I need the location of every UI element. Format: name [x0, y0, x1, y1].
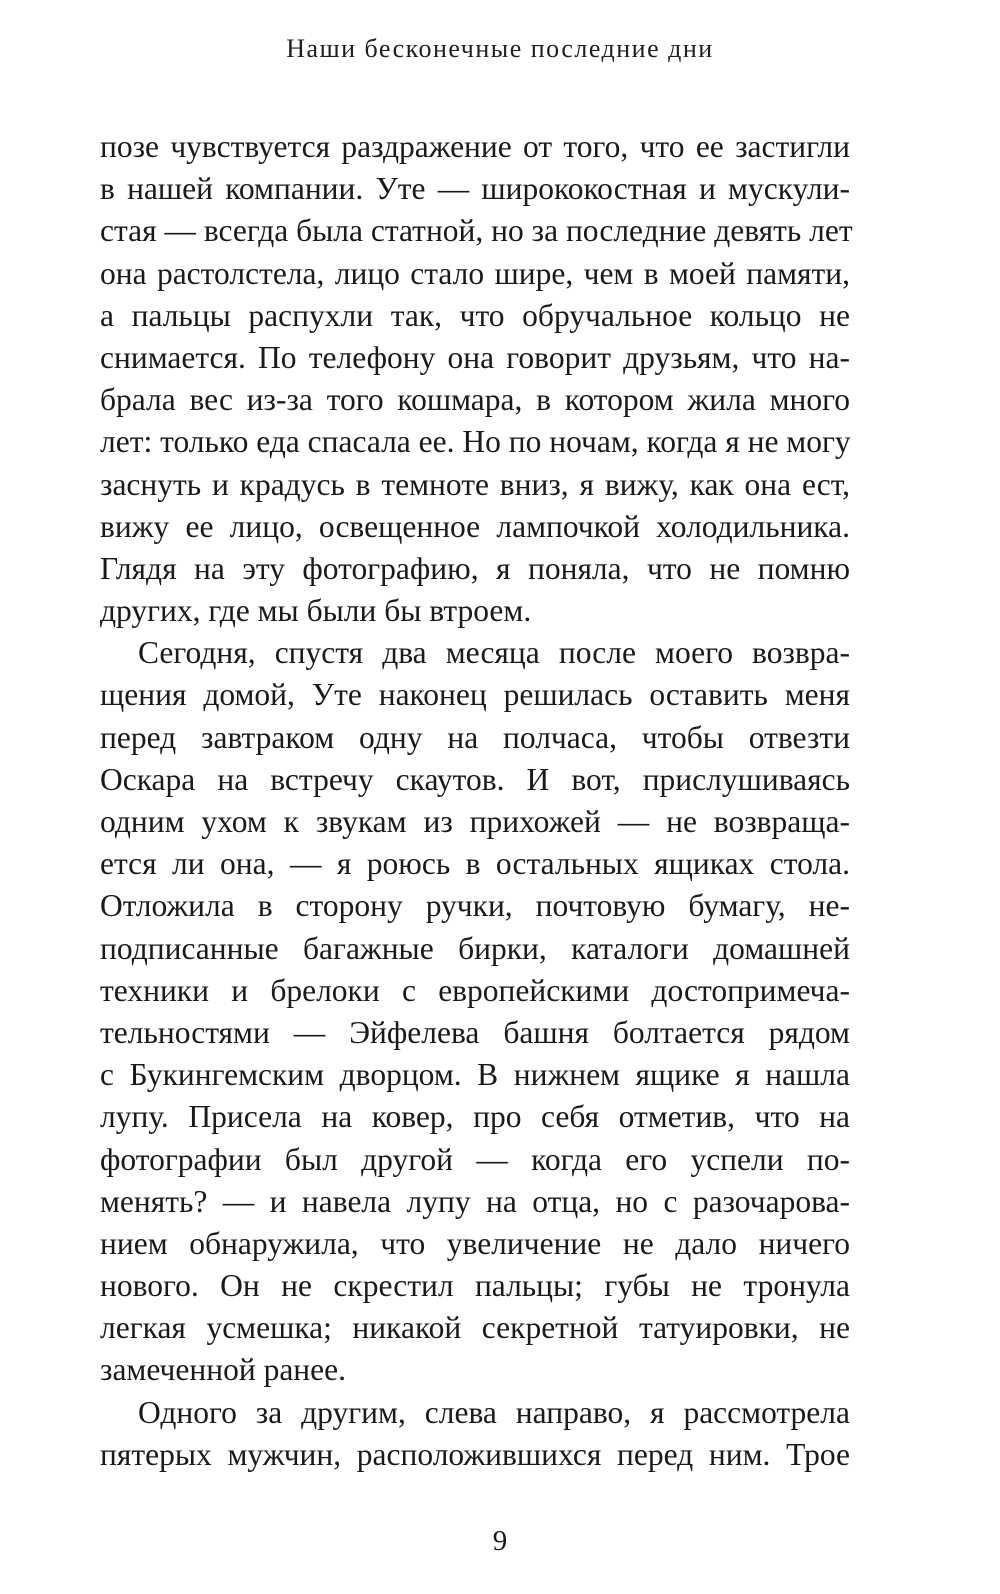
text-line: лет: только еда спасала ее. Но по ночам, когда я не могу: [100, 424, 851, 460]
body-text: [100, 126, 853, 1476]
text-line: техники и брелоки с европейскими достопримеча-: [100, 972, 850, 1008]
text-line: других, где мы были бы втроем.: [100, 593, 532, 629]
text-line: а пальцы распухли так, что обручальное кольцо не: [100, 297, 850, 333]
text-line: заснуть и крадусь в темноте вниз, я вижу, как она ест,: [100, 466, 850, 502]
text-line: фотографии был другой — когда его успели по-: [100, 1141, 850, 1177]
text-line: лупу. Присела на ковер, про себя отметив, что на: [100, 1099, 850, 1135]
text-line: ется ли она, — я роюсь в остальных ящиках стола.: [100, 846, 850, 882]
text-line: менять? — и навела лупу на отца, но с разочарова-: [100, 1183, 850, 1219]
text-line: она растолстела, лицо стало шире, чем в моей памяти,: [100, 255, 850, 291]
text-line: тельностями — Эйфелева башня болтается рядом: [100, 1014, 850, 1050]
paragraph-1: [100, 126, 853, 632]
text-line: нием обнаружила, что увеличение не дало ничего: [100, 1225, 850, 1261]
paragraph-3: [100, 1392, 850, 1476]
text-line: пятерых мужчин, расположившихся перед ним. Трое: [100, 1436, 850, 1472]
text-line: подписанные багажные бирки, каталоги домашней: [100, 930, 850, 966]
running-header: Наши бесконечные последние дни: [286, 34, 714, 63]
text-line: стая — всегда была статной, но за последние девять лет: [100, 213, 853, 249]
page-number: 9: [492, 1525, 508, 1557]
text-line: Сегодня, спустя два месяца после моего возвра-: [138, 635, 850, 671]
text-line: с Букингемским дворцом. В нижнем ящике я нашла: [100, 1057, 850, 1093]
text-line: снимается. По телефону она говорит друзьям, что на-: [100, 339, 850, 375]
text-line: одним ухом к звукам из прихожей — не возвраща-: [100, 804, 850, 839]
text-line: Одного за другим, слева направо, я рассмотрела: [138, 1394, 850, 1430]
text-line: Глядя на эту фотографию, я поняла, что не помню: [100, 550, 850, 586]
text-line: вижу ее лицо, освещенное лампочкой холодильника.: [100, 508, 850, 544]
text-line: нового. Он не скрестил пальцы; губы не тронула: [100, 1268, 850, 1304]
text-line: Оскара на встречу скаутов. И вот, прислушиваясь: [100, 761, 850, 797]
text-line: щения домой, Уте наконец решилась оставить меня: [100, 677, 850, 713]
text-line: Отложила в сторону ручки, почтовую бумагу, не-: [100, 888, 850, 924]
text-line: в нашей компании. Уте — ширококостная и мускули-: [100, 171, 850, 207]
text-line: перед завтраком одну на полчаса, чтобы отвезти: [100, 719, 850, 755]
text-line: замеченной ранее.: [100, 1352, 347, 1388]
paragraph-2: [100, 632, 850, 1391]
text-line: позе чувствуется раздражение от того, что ее застигли: [100, 129, 850, 164]
text-line: брала вес из-за того кошмара, в котором жила много: [100, 382, 850, 418]
text-line: легкая усмешка; никакой секретной татуировки, не: [100, 1310, 850, 1346]
